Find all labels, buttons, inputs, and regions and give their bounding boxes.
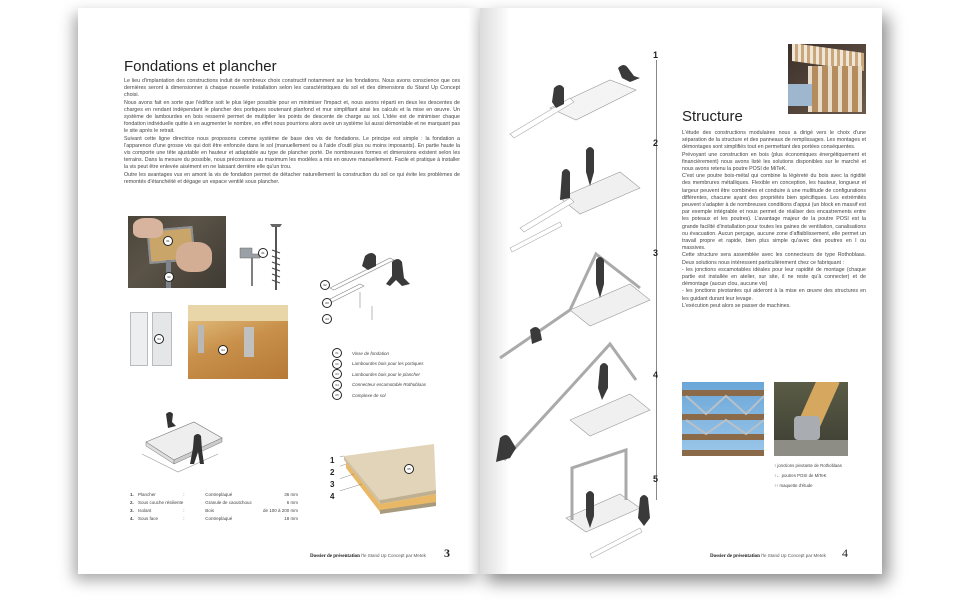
caption-model: ↑↑ maquette d'étude: [774, 483, 813, 488]
step-4-drawing: [496, 344, 650, 462]
joist-assembly-drawing: [310, 248, 420, 328]
callout-badge: 04: [154, 334, 164, 344]
paragraph: Le lieu d'implantation des constructions induit de nombreux choix constructif notamment sur les fondations. Nous avons conscience que ces dernières seront à dimensionner à chaque nouvelle installation selon les caractéristiques du sol et des dimensions du Stand Up Concept choisi.: [124, 78, 460, 99]
layer-number: 2: [330, 468, 335, 477]
paragraph: Cette structure sera assemblée avec les connecteurs de type Rothoblaas. Deux solutions nous intéressent particulièrement chez ce fabriquant :: [682, 252, 866, 266]
layer-number: 1: [330, 456, 335, 465]
step-number: 4: [653, 370, 659, 380]
page-footer: [310, 553, 426, 559]
posi-joist-photo: [682, 382, 764, 456]
callout-badge: 01: [163, 236, 173, 246]
left-page: [78, 8, 480, 574]
step-number: 2: [653, 138, 659, 148]
connector-plates-image: [128, 310, 174, 366]
callout-badge: 04: [218, 345, 228, 355]
screw-hardware-image: [238, 220, 288, 292]
paragraph: Suivant cette ligne directrice nous proposons comme système de base des vis de fondations. Le principe est simple : la fondation a l'apparence d'une grosse vis qui doit être enfoncée dans le sol (manuellement ou à l'aide d'outil plus ou moins imposants). En partie haute la vis comporte une tête ajustable en hauteur et adaptable au type de plancher porté. De nombreuses formes et dimensions existent selon les terrains. Dans la mesure du possible, nous préconisons au maximum les modèles a mis en œuvre manuellement. Facile et pratique à installer la vis peut être enlevée aisément en ne laissant derrière elle qu'un trou.: [124, 135, 460, 171]
callout-badge: 04: [322, 314, 332, 324]
legend-item: 03 Lambourdes bois pour le plancher: [332, 369, 426, 380]
footer-title: Dossier de présentation: [310, 554, 360, 559]
floor-spec-table: [130, 490, 298, 522]
study-model-photo: [788, 44, 866, 114]
step-2-drawing: [510, 147, 640, 252]
layer-number: 4: [330, 492, 335, 501]
paragraph: - les jonctions pivotantes qui aideront à la mise en œuvre des structures en les guidant durant leur levage.: [682, 288, 866, 302]
page-number: 4: [842, 546, 848, 560]
callout-badge: 01: [258, 248, 268, 258]
paragraph: Prévoyant une construction en bois (plus économiques énergétiquement et financièrement) nous avons listé les solutions disponibles sur le marché et nous avons retenu la poutre POSI de MiTeK.: [682, 151, 866, 173]
paragraph: Outre les avantages vus en amont la vis de fondation permet de détacher naturellement la construction du sol ce qui évite les problèmes de remontés d'étanchéité et dégage un espace ventilé sous plancher.: [124, 171, 460, 185]
foundation-screw-photo: [128, 216, 226, 288]
components-legend: [332, 348, 426, 401]
step-5-drawing: [566, 450, 650, 558]
pivot-connector-photo: [774, 382, 848, 456]
callout-badge: 02: [164, 272, 174, 282]
callout-badge: 03: [322, 298, 332, 308]
legend-item: 05 Complexe de sol: [332, 390, 426, 401]
step-number: 3: [653, 248, 659, 258]
footer-title: Dossier de présentation: [710, 554, 760, 559]
page-title-fondations: Fondations et plancher: [124, 58, 277, 75]
paragraph: - les jonctions escamotables idéales pour leur rapidité de montage (chaque partie est installée en atelier, sur site, il ne reste qu'à connecter) et de démontage (aucun clou, aucune vis): [682, 266, 866, 288]
caption-posi: ↑← poutres POSI de MiTeK: [774, 473, 827, 478]
legend-item: 02 Lambourdes bois pour les portiques: [332, 359, 426, 370]
assembly-steps-illustration: [490, 48, 660, 568]
step-3-drawing: [500, 254, 650, 358]
paragraph: Nous avons fait en sorte que l'édifice soit le plus léger possible pour en minimiser l'impact et, nous avons réparti en deux les descentes de charges en rendant indépendant le plancher des portiques soutenant planfond et mur simplifiant ainsi les calculs et la mise en œuvre. Un système de lambourdes en bois resserré permet de multiplier les points de descente de charge au sol. L'idée est de minimiser chaque fondation individuelle quitte à en augmenter le nombre, en effet nous pourrions alors avoir un système lui aussi démontable et ne marquant pas le site après le retrait.: [124, 99, 460, 135]
table-row: 4. Sous face : Contreplaqué 18 mm: [130, 515, 298, 521]
page-footer: [710, 553, 826, 559]
paragraph: L'étude des constructions modulaires nous a dirigé vers le choix d'une séparation de la structure et des panneaux de remplissages. Les montages et démontages sont simplifiés tout en permettant des portées conséquentes.: [682, 130, 866, 151]
step-number: 5: [653, 474, 659, 484]
paragraph: L'exécution peut alors se passer de machines.: [682, 302, 791, 309]
structure-body-text: [682, 130, 866, 310]
layer-number: 3: [330, 480, 335, 489]
callout-badge: 05: [404, 464, 414, 474]
floor-panel-drawing: [138, 406, 228, 478]
page-number: 3: [444, 546, 450, 560]
table-row: 3. Isolant : Bois de 100 à 200 mm: [130, 507, 298, 513]
legend-item: 01 Visse de fondation: [332, 348, 426, 359]
step-1-drawing: [510, 65, 640, 138]
gutter-shadow: [468, 8, 480, 574]
paragraph: C'est une poutre bois-métal qui combine la légèreté du bois avec la rigidité des membrures métalliques. Flexible en conception, les hauteur, longueur et largeur peuvent être combinées et conduire à une multitude de configurations différentes, chacune ayant des propriétés bien spécifiques. Les extrémités peuvent s'adapter à de nombreuses conditions d'appui (un block en massif est par exemple intégrable et nous permet de réaliser des encastrements entre les poteaux et les poutres). L'avantage majeur de la poutre POSI est la grande facilité d'installation pour toutes les gaines de ventilation, canalisations ou évacuation. Aucun perçage, aucune zone d'affaiblissement, elle permet un travail propre et rapide, bien plus simple qu'avec des poutres en I ou massives.: [682, 173, 866, 252]
table-row: 2. Sous couche résiliente Granule de caoutchouc 6 mm: [130, 499, 298, 505]
fondations-body-text: [124, 78, 460, 186]
callout-badge: 02: [320, 280, 330, 290]
footer-subtitle: l'le Stand Up Concept par Metek: [361, 553, 426, 558]
photo-captions: [774, 462, 854, 489]
page-title-structure: Structure: [682, 108, 743, 125]
step-number: 1: [653, 50, 659, 60]
table-row: 1. Plancher : Contreplaqué 36 mm: [130, 491, 298, 497]
wood-joist-photo: [188, 305, 288, 379]
legend-item: 04 Connecteur escamotable Rothoblaas: [332, 380, 426, 391]
caption-pivot: ↑ jonctions pivotante de Rothoblaas: [774, 463, 842, 468]
footer-subtitle: l'le Stand Up Concept par Metek: [761, 553, 826, 558]
right-page: [480, 8, 882, 574]
floor-layers-section-image: [340, 444, 440, 514]
